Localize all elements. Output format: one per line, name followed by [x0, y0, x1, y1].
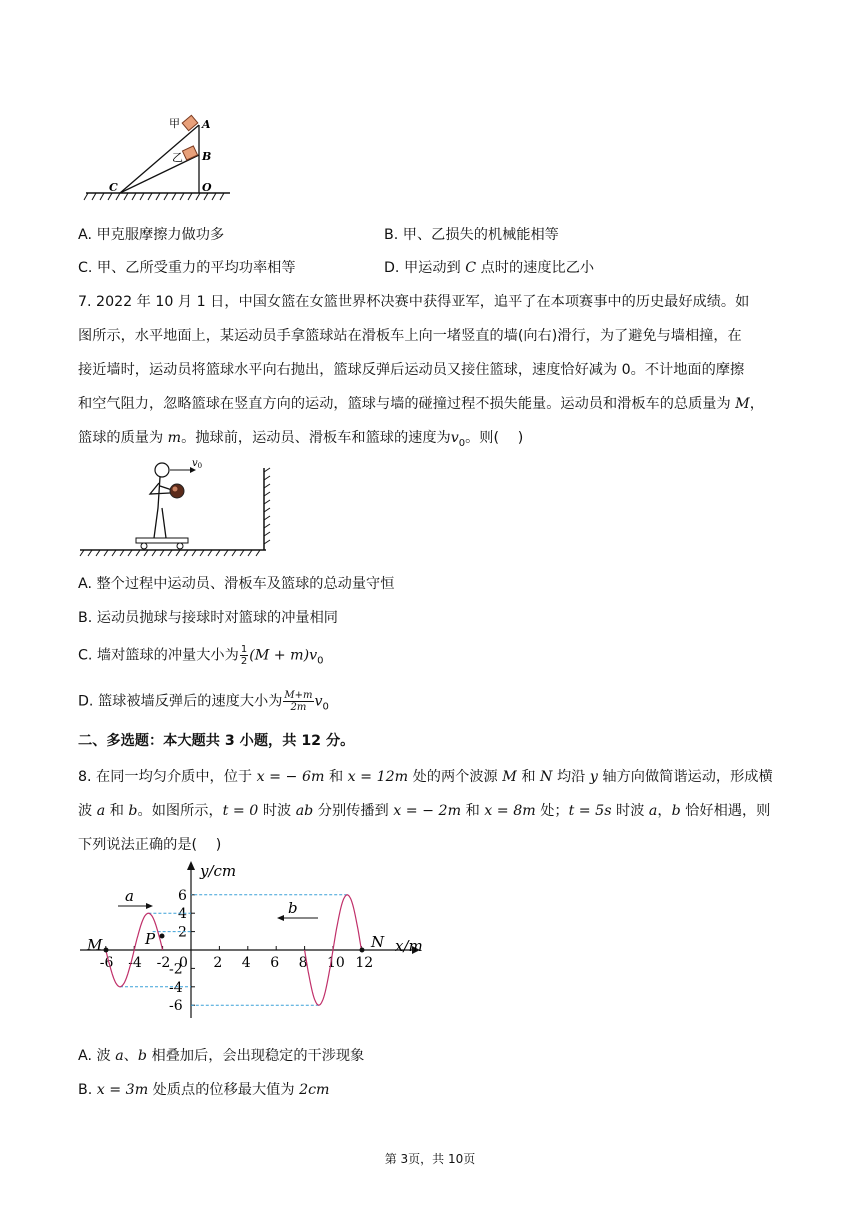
q6-option-a: A. 甲克服摩擦力做功多 — [78, 227, 225, 243]
y-tick-label: -6 — [169, 998, 183, 1015]
q7-option-c: C. 墙对篮球的冲量大小为 $\frac{1}{2}$ $(M + m)v_0$ — [78, 644, 324, 667]
x-axis-label: x/m — [395, 937, 423, 955]
point-P — [160, 934, 165, 939]
y-tick-label: 6 — [178, 887, 187, 904]
source-N — [360, 948, 365, 953]
q7-option-a: A. 整个过程中运动员、滑板车及篮球的总动量守恒 — [78, 576, 395, 592]
label-N: N — [371, 933, 385, 951]
x-tick-label: 8 — [298, 955, 308, 971]
x-tick-label: 6 — [270, 955, 280, 971]
wave-a-label: a — [125, 887, 134, 905]
section-2-title: 二、多选题：本大题共 3 小题，共 12 分。 — [78, 733, 355, 749]
label-C: C — [109, 181, 118, 194]
block-yi — [182, 146, 197, 160]
q7-line-2: 图所示，水平地面上，某运动员手拿篮球站在滑板车上向一堵竖直的墙(向右)滑行，为了避免与墙相撞，在 — [78, 328, 742, 344]
y-tick-label: -2 — [169, 961, 183, 978]
q8-option-b: B. x = 3m 处质点的位移最大值为 2cm — [78, 1082, 330, 1098]
x-tick-label: 12 — [355, 955, 374, 971]
skater-figure — [78, 458, 278, 558]
q8-line-2: 波 a 和 b。如图所示，t = 0 时波 ab 分别传播到 x = − 2m 和 x = 8m 处；t = 5s 时波 a，b 恰好相遇，则 — [78, 803, 771, 819]
x-tick-label: 0 — [179, 955, 188, 971]
q6-option-b: B. 甲、乙损失的机械能相等 — [384, 227, 559, 243]
label-yi: 乙 — [172, 151, 183, 164]
v0-label: $v_0$ — [192, 458, 203, 470]
y-tick-label: 4 — [178, 906, 187, 923]
incline-figure — [80, 110, 240, 210]
x-tick-label: 4 — [241, 955, 251, 971]
page-footer: 第 3页，共 10页 — [384, 1152, 476, 1166]
q7-option-d: D. 篮球被墙反弹后的速度大小为 $\frac{M+m}{2m}$ $v_0$ — [78, 690, 329, 713]
label-jia: 甲 — [169, 117, 180, 130]
q6-option-d: D. 甲运动到 C 点时的速度比乙小 — [384, 260, 595, 276]
y-tick-label: -4 — [169, 979, 183, 996]
x-tick-label: -2 — [156, 955, 171, 971]
y-tick-label: 2 — [178, 924, 187, 941]
q8-line-1: 8. 在同一均匀介质中，位于 x = − 6m 和 x = 12m 处的两个波源 M 和 N 均沿 y 轴方向做简谐运动，形成横 — [78, 769, 773, 785]
q6-option-c: C. 甲、乙所受重力的平均功率相等 — [78, 260, 296, 276]
wave-figure — [78, 858, 438, 1026]
label-M: M — [87, 936, 103, 954]
q7-line-1: 7. 2022 年 10 月 1 日，中国女篮在女篮世界杯决赛中获得亚军，追平了在本项赛事中的历史最好成绩。如 — [78, 294, 750, 310]
q8-option-a: A. 波 a、b 相叠加后，会出现稳定的干涉现象 — [78, 1048, 365, 1064]
label-P: P — [145, 930, 156, 948]
q7-line-3: 接近墙时，运动员将篮球水平向右抛出，篮球反弹后运动员又接住篮球，速度恰好减为 0。不计地面的摩擦 — [78, 362, 745, 378]
x-tick-label: -4 — [128, 955, 142, 971]
q8-line-3: 下列说法正确的是( ) — [78, 837, 222, 853]
y-axis-label: y/cm — [200, 862, 237, 880]
label-O: O — [202, 181, 212, 194]
label-B: B — [202, 150, 212, 163]
q7-option-b: B. 运动员抛球与接球时对篮球的冲量相同 — [78, 610, 338, 626]
x-tick-label: 2 — [213, 955, 223, 971]
q7-line-5: 篮球的质量为 m。抛球前，运动员、滑板车和篮球的速度为$v_0$。则( ) — [78, 430, 524, 449]
wave-b-label: b — [288, 899, 298, 917]
x-tick-label: 10 — [327, 955, 345, 971]
label-A: A — [202, 118, 211, 131]
source-M — [104, 948, 109, 953]
x-tick-label: -6 — [99, 955, 114, 971]
q7-line-4: 和空气阻力，忽略篮球在竖直方向的运动，篮球与墙的碰撞过程不损失能量。运动员和滑板车的总质量为 M， — [78, 396, 764, 412]
basketball — [170, 484, 184, 498]
